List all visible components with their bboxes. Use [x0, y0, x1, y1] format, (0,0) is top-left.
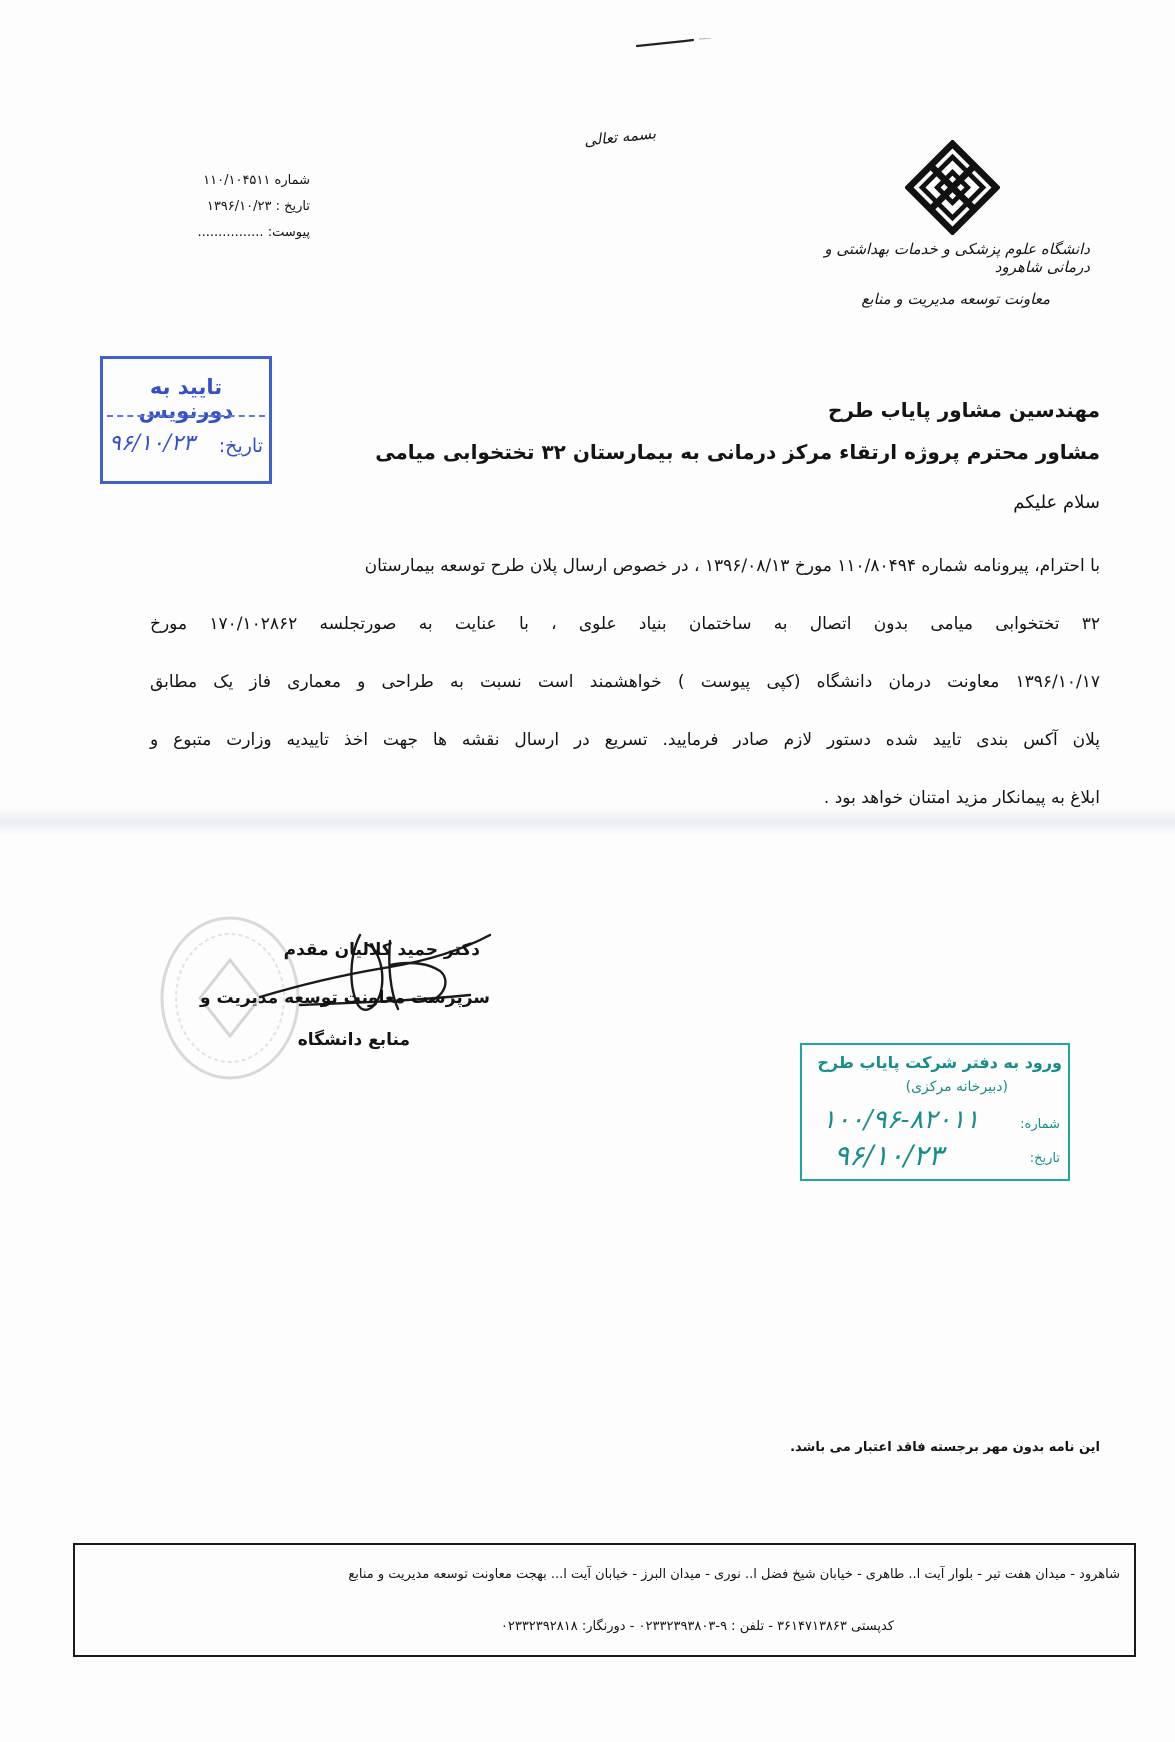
body-line: ابلاغ به پیمانکار مزید امتنان خواهد بود . [823, 788, 1100, 808]
receipt-date-value: ۹۶/۱۰/۲۳ [834, 1139, 944, 1172]
body-line: با احترام، پیرونامه شماره ۱۱۰/۸۰۴۹۴ مورخ ۱۳۹۶/۰۸/۱۳ ، در خصوص ارسال پلان طرح توسعه بیمارستان [364, 556, 1100, 576]
letter-attachment-value: ................ [197, 225, 264, 240]
letter-date-label: تاریخ : [275, 199, 310, 214]
footer-address-box [73, 1543, 1136, 1657]
body-line: پلان آکس بندی تایید شده دستور لازم صادر فرمایید. تسریع در ارسال نقشه ها جهت اخذ تاییدیه وزارت متبوع و [150, 730, 1100, 750]
letter-number-row [150, 168, 310, 194]
university-name: دانشگاه علوم پزشکی و خدمات بهداشتی و درمانی شاهرود [824, 240, 1090, 276]
receipt-stamp-subheader: (دبیرخانه مرکزی) [905, 1079, 1008, 1095]
receipt-number-label: شماره: [1020, 1117, 1060, 1132]
recipient-line-1: مهندسین مشاور پایاب طرح [827, 398, 1100, 422]
stamp-confirm-title: تایید به دورنویس [138, 375, 234, 423]
body-line: ۱۳۹۶/۱۰/۱۷ معاونت درمان دانشگاه (کپی پیوست ) خواهشمند است نسبت به طراحی و معماری فاز یک مطابق [150, 672, 1100, 692]
stamp-divider [107, 415, 265, 417]
stamp-confirm-date-value: ۹۶/۱۰/۲۳ [109, 431, 195, 456]
signatory-name: دکتر حمید کلالیان مقدم [283, 940, 480, 960]
letter-date-row [150, 194, 310, 220]
signatory-title-line-1: سرپرست معاونت توسعه مدیریت و [199, 988, 490, 1008]
scan-artifact-band [0, 808, 1175, 836]
footer-contact: کدپستی ۳۶۱۴۷۱۳۸۶۳ - تلفن : ۹-۰۲۳۳۲۳۹۳۸۰۳ - دورنگار: ۰۲۳۳۲۳۹۲۸۱۸ [500, 1619, 894, 1634]
recipient-line-2: مشاور محترم پروژه ارتقاء مرکز درمانی به بیمارستان ۳۲ تختخوابی میامی [375, 440, 1100, 464]
invocation-text: بسمه تعالی [583, 124, 657, 150]
scan-scratch-mark [635, 38, 715, 48]
stamp-confirm-date-label: تاریخ: [218, 435, 263, 457]
receipt-stamp [800, 1043, 1070, 1181]
body-line: ۳۲ تختخوابی میامی بدون اتصال به ساختمان بنیاد علوی ، با عنایت به صورتجلسه ۱۷۰/۱۰۲۸۶۲ مورخ [150, 614, 1100, 634]
letter-number-value: ۱۱۰/۱۰۴۵۱۱ [203, 173, 271, 188]
greeting: سلام علیکم [1013, 492, 1100, 513]
receipt-stamp-header: ورود به دفتر شرکت پایاب طرح [817, 1053, 1062, 1072]
letter-date-value: ۱۳۹۶/۱۰/۲۳ [206, 199, 272, 214]
fax-confirmation-stamp [100, 356, 272, 484]
footer-address: شاهرود - میدان هفت تیر - بلوار آیت ا.. طاهری - خیابان شیخ فضل ا.. نوری - میدان البرز - خیابان آیت ا... بهجت معاونت توسعه مدیریت و منابع [348, 1567, 1120, 1582]
university-logo [905, 140, 1000, 235]
receipt-date-label: تاریخ: [1029, 1151, 1060, 1166]
signatory-title-line-2: منابع دانشگاه [297, 1030, 410, 1050]
letter-attachment-label: پیوست: [267, 225, 310, 240]
letter-attachment-row [150, 220, 310, 246]
letter-meta [150, 168, 310, 246]
deputy-name: معاونت توسعه مدیریت و منابع [861, 290, 1050, 308]
receipt-number-value: ۱۰۰/۹۶-۸۲۰۱۱ [822, 1105, 980, 1135]
letter-number-label: شماره [274, 173, 310, 188]
validity-note: این نامه بدون مهر برجسته فاقد اعتبار می باشد. [790, 1440, 1100, 1455]
